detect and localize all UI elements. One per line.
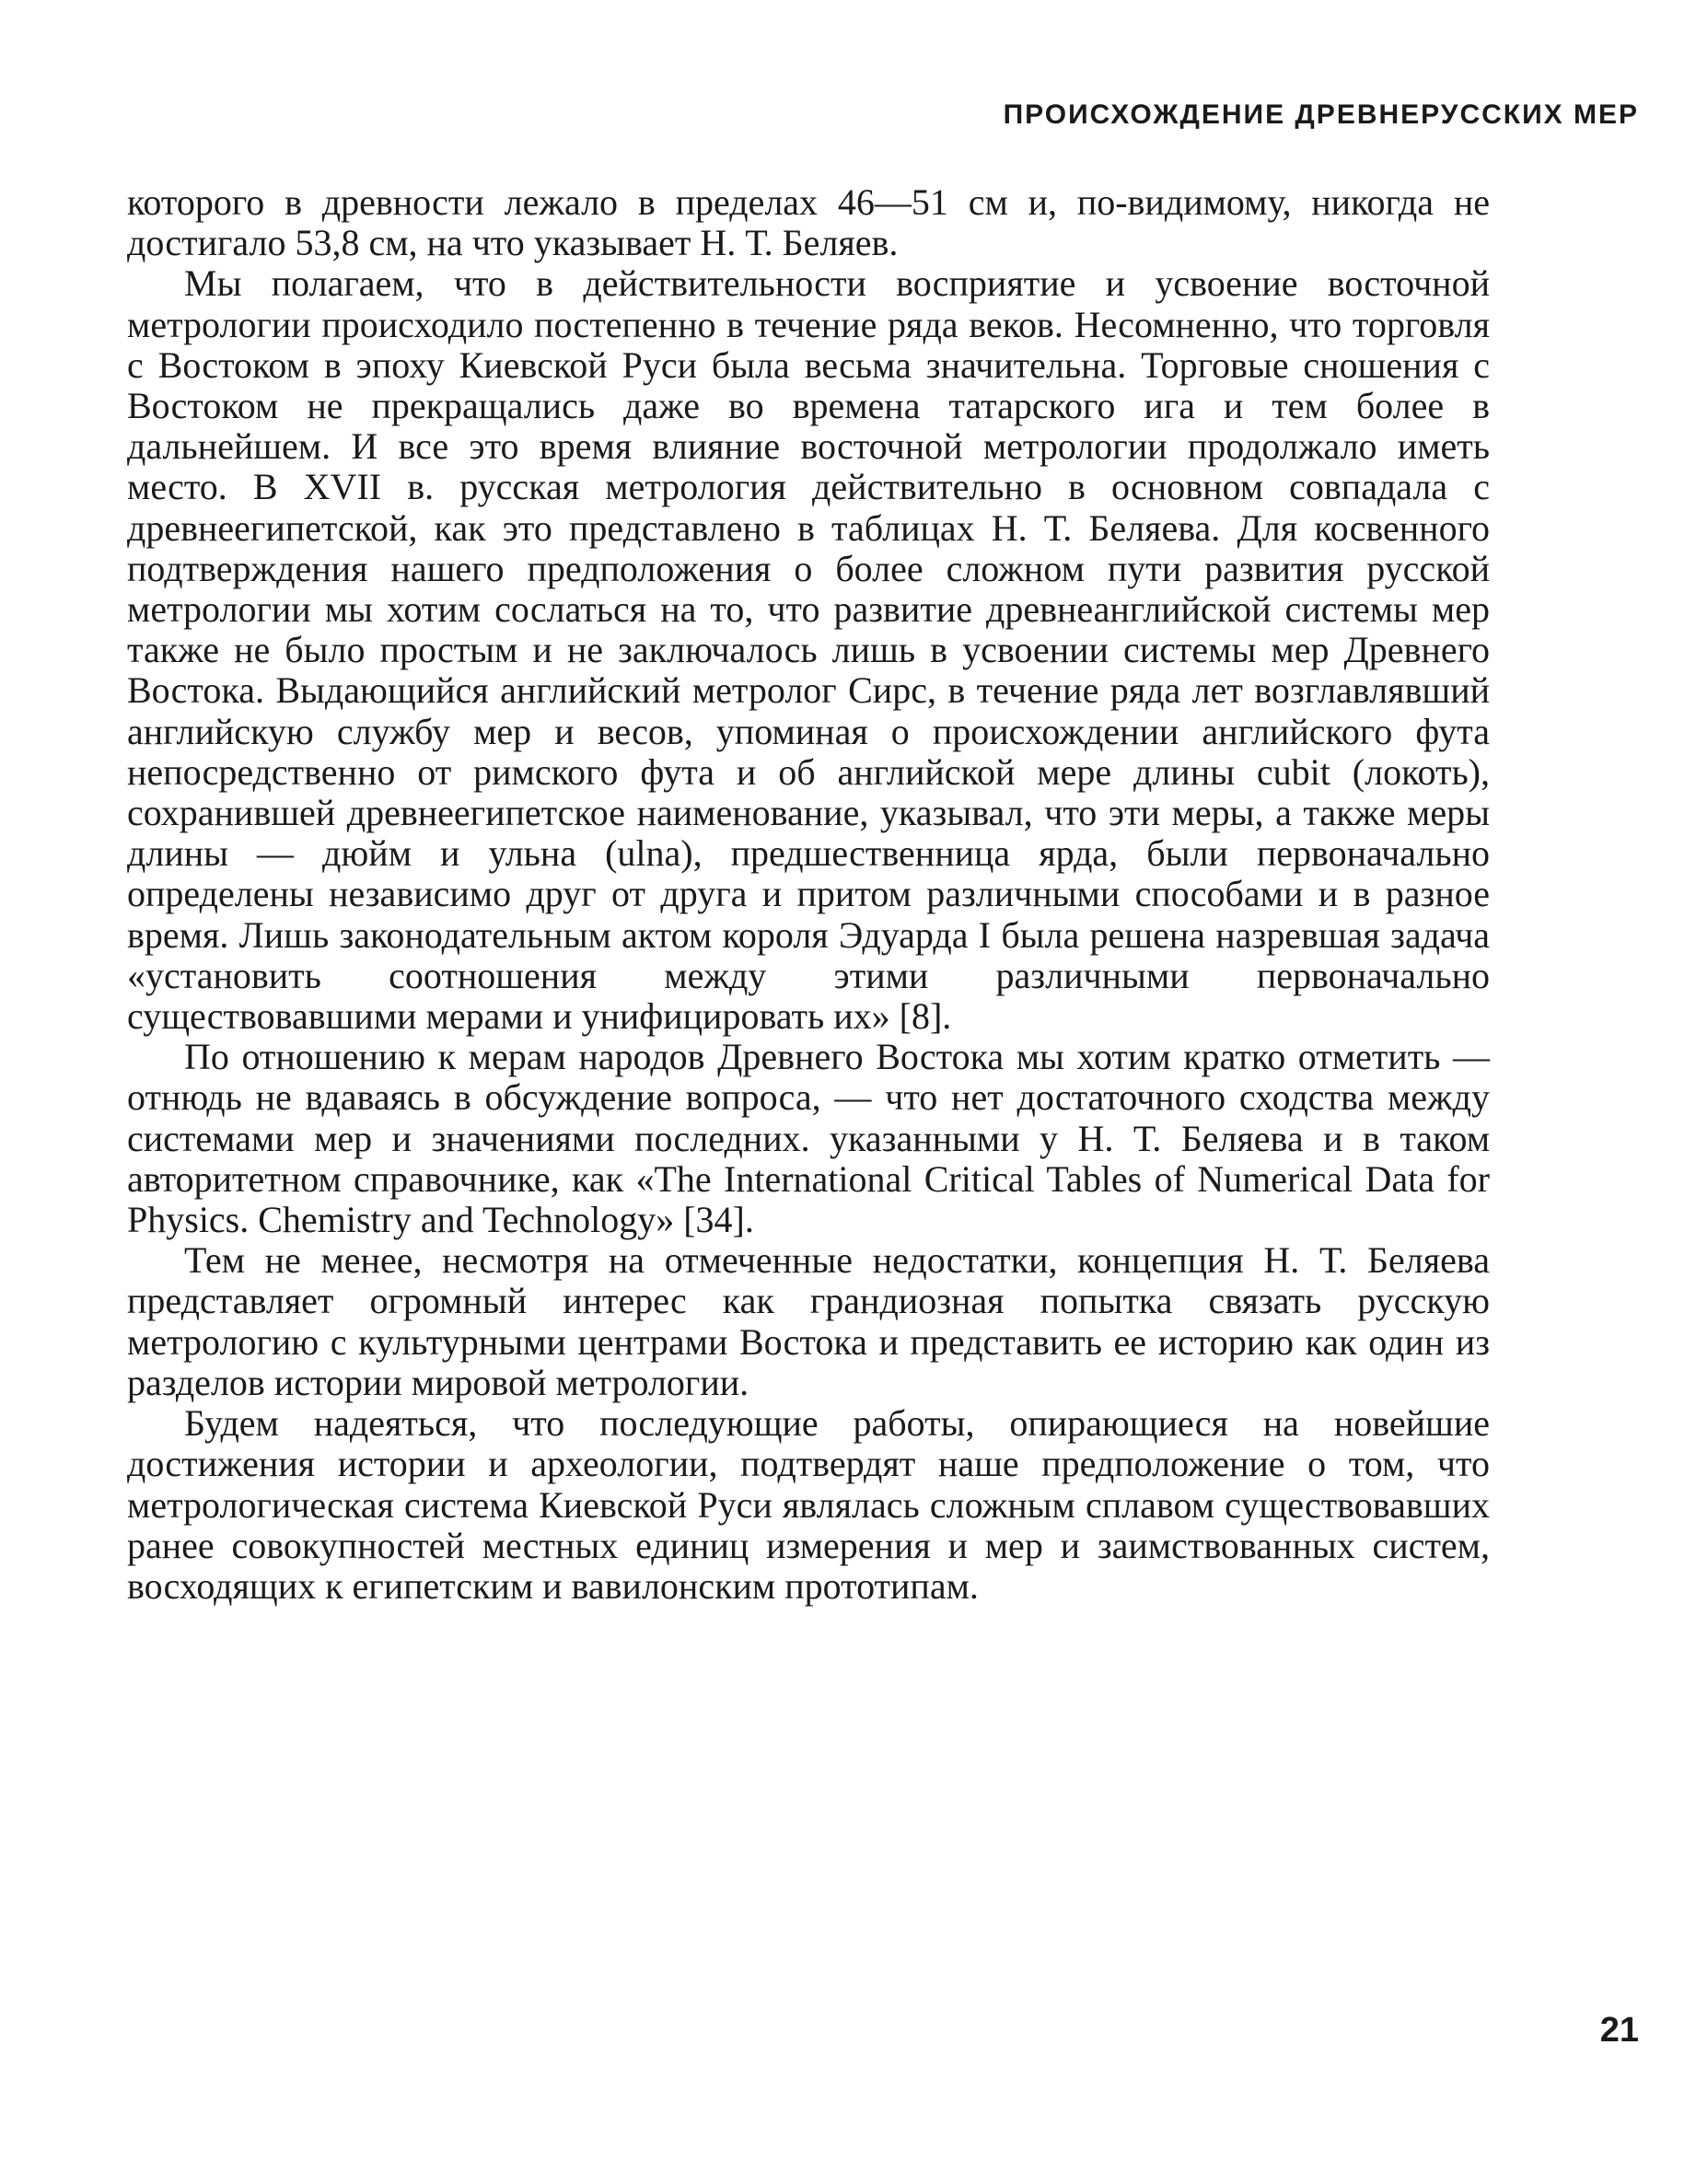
page-number: 21 [1599,2011,1639,2050]
body-text [127,182,1490,1607]
running-head-title: ПРОИСХОЖДЕНИЕ ДРЕВНЕРУССКИХ МЕР [1003,99,1639,130]
paragraph: Будем надеяться, что последующие работы, опирающиеся на новейшие достижения истории и археологии, подтвердят наше предположение о том, что метрологическая система Киевской Руси являлась сложным сплавом существовавших ранее совокупностей местных единиц измерения и мер и заимствованных систем, восходящих к египетским и вавилонским прототипам. [127,1402,1490,1607]
paragraph: Тем не менее, несмотря на отмеченные недостатки, концепция Н. Т. Беляева представляет огромный интерес как грандиозная попытка связать русскую метрологию с культурными центрами Востока и представить ее историю как один из разделов истории мировой метрологии. [127,1239,1490,1403]
paragraph: Мы полагаем, что в действительности восприятие и усвоение восточной метрологии происходило постепенно в течение ряда веков. Несомненно, что торговля с Востоком в эпоху Киевской Руси была весьма значительна. Торговые сношения с Востоком не прекращались даже во времена татарского ига и тем более в дальнейшем. И все это время влияние восточной метрологии продолжало иметь место. В XVII в. русская метрология действительно в основном совпадала с древнеегипетской, как это представлено в таблицах Н. Т. Беляева. Для косвенного подтверждения нашего предположения о более сложном пути развития русской метрологии мы хотим сослаться на то, что развитие древнеанглийской системы мер также не было простым и не заключалось лишь в усвоении системы мер Древнего Востока. Выдающийся английский метролог Сирс, в течение ряда лет возглавлявший английскую службу мер и весов, упоминая о происхождении английского фута непосредственно от римского фута и об английской мере длины cubit (локоть), сохранившей древнеегипетское наименование, указывал, что эти меры, а также меры длины — дюйм и ульна (ulna), предшественница ярда, были первоначально определены независимо друг от друга и притом различными способами и в разное время. Лишь законодательным актом короля Эдуарда I была решена назревшая задача «установить соотношения между этими различными первоначально существовавшими мерами и унифицировать их» [8]. [127,262,1490,1038]
paragraph-continuation: которого в древности лежало в пределах 46—51 см и, по-видимому, никогда не достигало 53,8 см, на что указывает Н. Т. Беляев. [127,181,1490,264]
paragraph: По отношению к мерам народов Древнего Востока мы хотим кратко отметить — отнюдь не вдаваясь в обсуждение вопроса, — что нет достаточного сходства между системами мер и значениями последних. указанными у Н. Т. Беляева и в таком авторитетном справочнике, как «The International Critical Tables of Numerical Data for Physics. Chemistry and Technology» [34]. [127,1036,1490,1241]
